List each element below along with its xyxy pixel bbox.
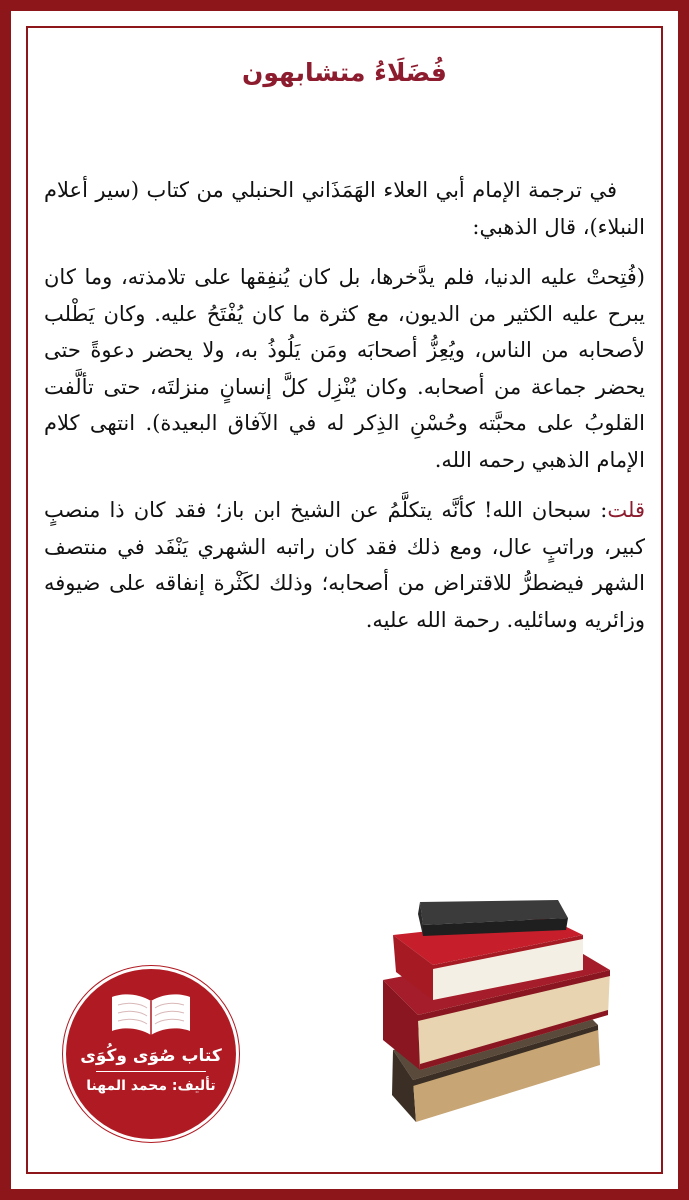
seal-divider bbox=[96, 1071, 206, 1072]
seal-book-name: كتاب صُوَى وكُوَى bbox=[80, 1046, 222, 1066]
page-title: فُضَلَاءُ متشابهون bbox=[242, 58, 447, 87]
seal-author: تأليف: محمد المهنا bbox=[86, 1078, 216, 1094]
book-seal bbox=[66, 969, 236, 1139]
books-stack-icon bbox=[378, 890, 618, 1130]
paragraph-comment bbox=[44, 492, 645, 638]
open-book-icon bbox=[108, 989, 194, 1039]
comment-label: قلت bbox=[607, 498, 645, 522]
paragraph-quote: (فُتِحتْ عليه الدنيا، فلم يدَّخرها، بل كان يُنفِقها على تلامذته، وما كان يبرح عليه الكثير من الديون، مع كثرة ما كان يُفْتَحُ عليه. وكان يَطْلب لأصحابه من الناس، ويُعِزُّ أصحابَه ومَن يَلُوذُ به، ولا يحضر دعوةً حتى يحضر جماعة من أصحابه. وكان يُنْزِل كلَّ إنسانٍ منزلتَه، حتى تألَّفت القلوبُ على محبَّته وحُسْنِ الذِكر له في الآفاق البعيدة). انتهى كلام الإمام الذهبي رحمه الله. bbox=[44, 265, 645, 472]
comment-text: : سبحان الله! كأنَّه يتكلَّمُ عن الشيخ ابن باز؛ فقد كان ذا منصبٍ كبير، وراتبٍ عال، ومع ذلك فقد كان راتبه الشهري يَنْفَد في منتصف الشهر فيضطرُّ للاقتراض من أصحابه؛ وذلك لكَثْرة إنفاقه على ضيوفه وزائريه وسائليه. رحمة الله عليه. bbox=[44, 498, 645, 632]
article-body bbox=[44, 172, 645, 652]
paragraph-intro: في ترجمة الإمام أبي العلاء الهَمَذَاني الحنبلي من كتاب (سير أعلام النبلاء)، قال الذهبي: bbox=[44, 178, 645, 239]
